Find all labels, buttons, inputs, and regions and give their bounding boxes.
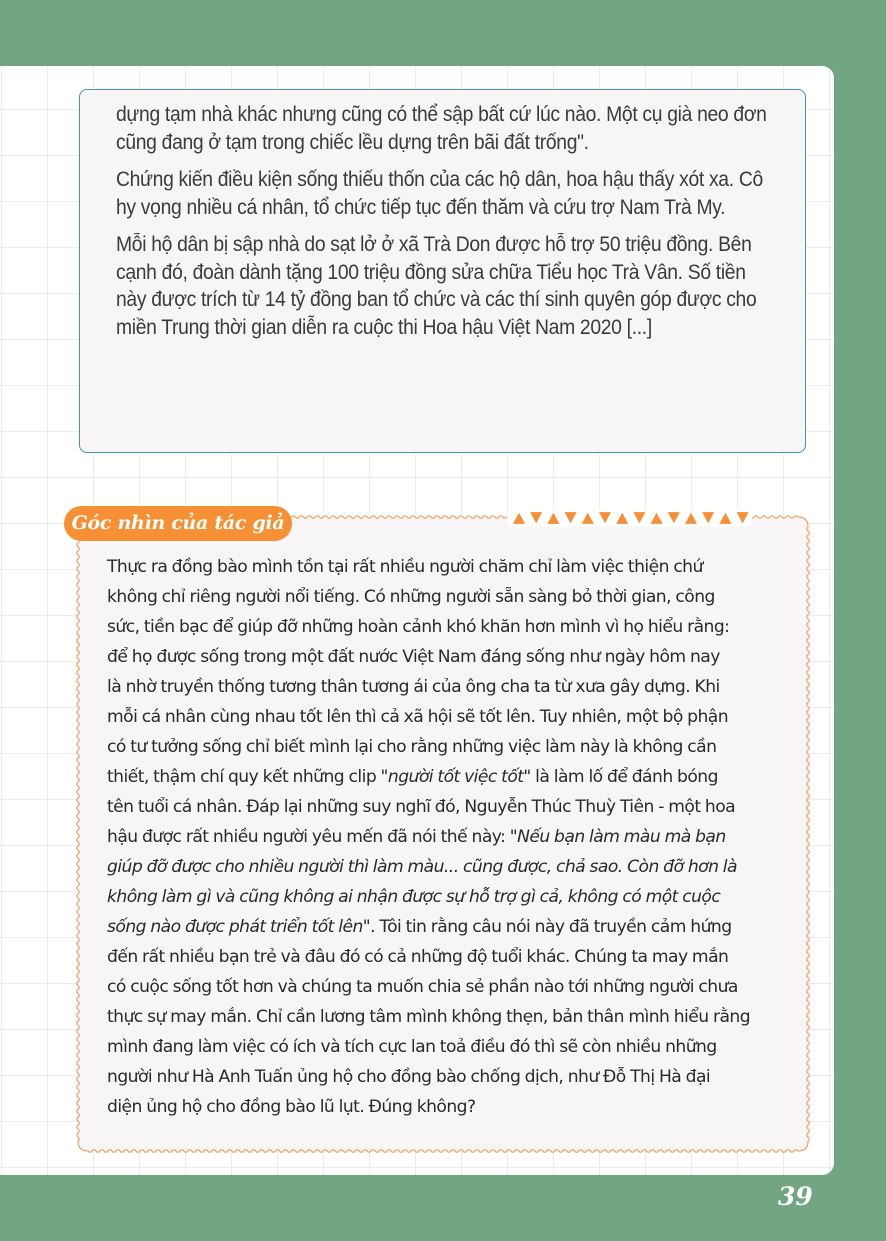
text-line bbox=[107, 612, 795, 642]
quoted-italic-text: không làm gì và cũng không ai nhận được sự hỗ trợ gì cả, không có một cuộc bbox=[107, 887, 721, 907]
quoted-italic-text: sống nào được phát triển tốt lên bbox=[107, 917, 363, 937]
text-segment: Thực ra đồng bào mình tồn tại rất nhiều người chăm chỉ làm việc thiện chứ bbox=[107, 557, 703, 577]
text-segment: là nhờ truyền thống tương thân tương ái của ông cha ta từ xưa gây dựng. Khi bbox=[107, 677, 720, 697]
text-line bbox=[107, 852, 795, 882]
text-line bbox=[107, 552, 795, 582]
text-segment: sức, tiền bạc để giúp đỡ những hoàn cảnh khó khăn hơn mình vì họ hiểu rằng: bbox=[107, 617, 730, 637]
quote-paragraph-2: Chứng kiến điều kiện sống thiếu thốn của các hộ dân, hoa hậu thấy xót xa. Cô hy vọng nhiều cá nhân, tổ chức tiếp tục đến thăm và cứu trợ Nam Trà My. bbox=[116, 168, 763, 219]
text-line bbox=[107, 942, 795, 972]
text-line bbox=[107, 822, 795, 852]
triangle-pattern-icon bbox=[507, 509, 752, 527]
text-line bbox=[107, 792, 795, 822]
quoted-italic-text: giúp đỡ được cho nhiều người thì làm màu... cũng được, chả sao. Còn đỡ hơn là bbox=[107, 857, 737, 877]
text-segment: đến rất nhiều bạn trẻ và đâu đó có cả những độ tuổi khác. Chúng ta may mắn bbox=[107, 947, 729, 967]
quoted-italic-text: người tốt việc tốt bbox=[387, 767, 524, 787]
text-segment: có cuộc sống tốt hơn và chúng ta muốn chia sẻ phần nào tới những người chưa bbox=[107, 977, 738, 997]
text-segment: người như Hà Anh Tuấn ủng hộ cho đồng bào chống dịch, như Đỗ Thị Hà đại bbox=[107, 1067, 711, 1087]
text-line bbox=[107, 1062, 795, 1092]
text-line bbox=[107, 972, 795, 1002]
text-line bbox=[107, 1092, 795, 1122]
page-number: 39 bbox=[778, 1182, 813, 1211]
text-segment: " là làm lố để đánh bóng bbox=[523, 767, 718, 787]
quote-paragraph-1: dựng tạm nhà khác nhưng cũng có thể sập bất cứ lúc nào. Một cụ già neo đơn cũng đang ở tạm trong chiếc lều dựng trên bãi đất trống". bbox=[116, 103, 767, 154]
text-line bbox=[107, 882, 795, 912]
quoted-italic-text: Nếu bạn làm màu mà bạn bbox=[517, 827, 726, 847]
text-line bbox=[107, 1002, 795, 1032]
text-line bbox=[107, 1032, 795, 1062]
text-line bbox=[107, 732, 795, 762]
text-segment: diện ủng hộ cho đồng bào lũ lụt. Đúng không? bbox=[107, 1097, 476, 1117]
text-segment: hậu được rất nhiều người yêu mến đã nói thế này: " bbox=[107, 827, 518, 847]
text-line bbox=[107, 582, 795, 612]
text-segment: thực sự may mắn. Chỉ cần lương tâm mình không thẹn, bản thân mình hiểu rằng bbox=[107, 1007, 751, 1027]
text-line bbox=[107, 642, 795, 672]
text-line bbox=[107, 702, 795, 732]
quote-paragraph-3: Mỗi hộ dân bị sập nhà do sạt lở ở xã Trà Don được hỗ trợ 50 triệu đồng. Bên cạnh đó, đoàn dành tặng 100 triệu đồng sửa chữa Tiểu học Trà Vân. Số tiền này được trích từ 14 tỷ đồng ban tổ chức và các thí sinh quyên góp được cho miền Trung thời gian diễn ra cuộc thi Hoa hậu Việt Nam 2020 [...] bbox=[116, 233, 757, 339]
text-segment: ". Tôi tin rằng câu nói này đã truyền cảm hứng bbox=[362, 917, 732, 937]
text-segment: thiết, thậm chí quy kết những clip " bbox=[107, 767, 388, 787]
text-line bbox=[107, 672, 795, 702]
text-line bbox=[107, 762, 795, 792]
text-segment: mình đang làm việc có ích và tích cực lan toả điều đó thì sẽ còn nhiều những bbox=[107, 1037, 717, 1057]
text-segment: mỗi cá nhân cùng nhau tốt lên thì cả xã hội sẽ tốt lên. Tuy nhiên, một bộ phận bbox=[107, 707, 729, 727]
text-segment: không chỉ riêng người nổi tiếng. Có những người sẵn sàng bỏ thời gian, công bbox=[107, 587, 715, 607]
text-segment: tên tuổi cá nhân. Đáp lại những suy nghĩ đó, Nguyễn Thúc Thuỳ Tiên - một hoa bbox=[107, 797, 736, 817]
text-segment: có tư tưởng sống chỉ biết mình lại cho rằng những việc làm này là không cần bbox=[107, 737, 717, 757]
author-perspective-text bbox=[107, 552, 797, 1122]
quote-box bbox=[79, 89, 806, 453]
text-line bbox=[107, 912, 795, 942]
author-perspective-title: Góc nhìn của tác giả bbox=[64, 506, 292, 541]
text-segment: để họ được sống trong một đất nước Việt Nam đáng sống như ngày hôm nay bbox=[107, 647, 720, 667]
